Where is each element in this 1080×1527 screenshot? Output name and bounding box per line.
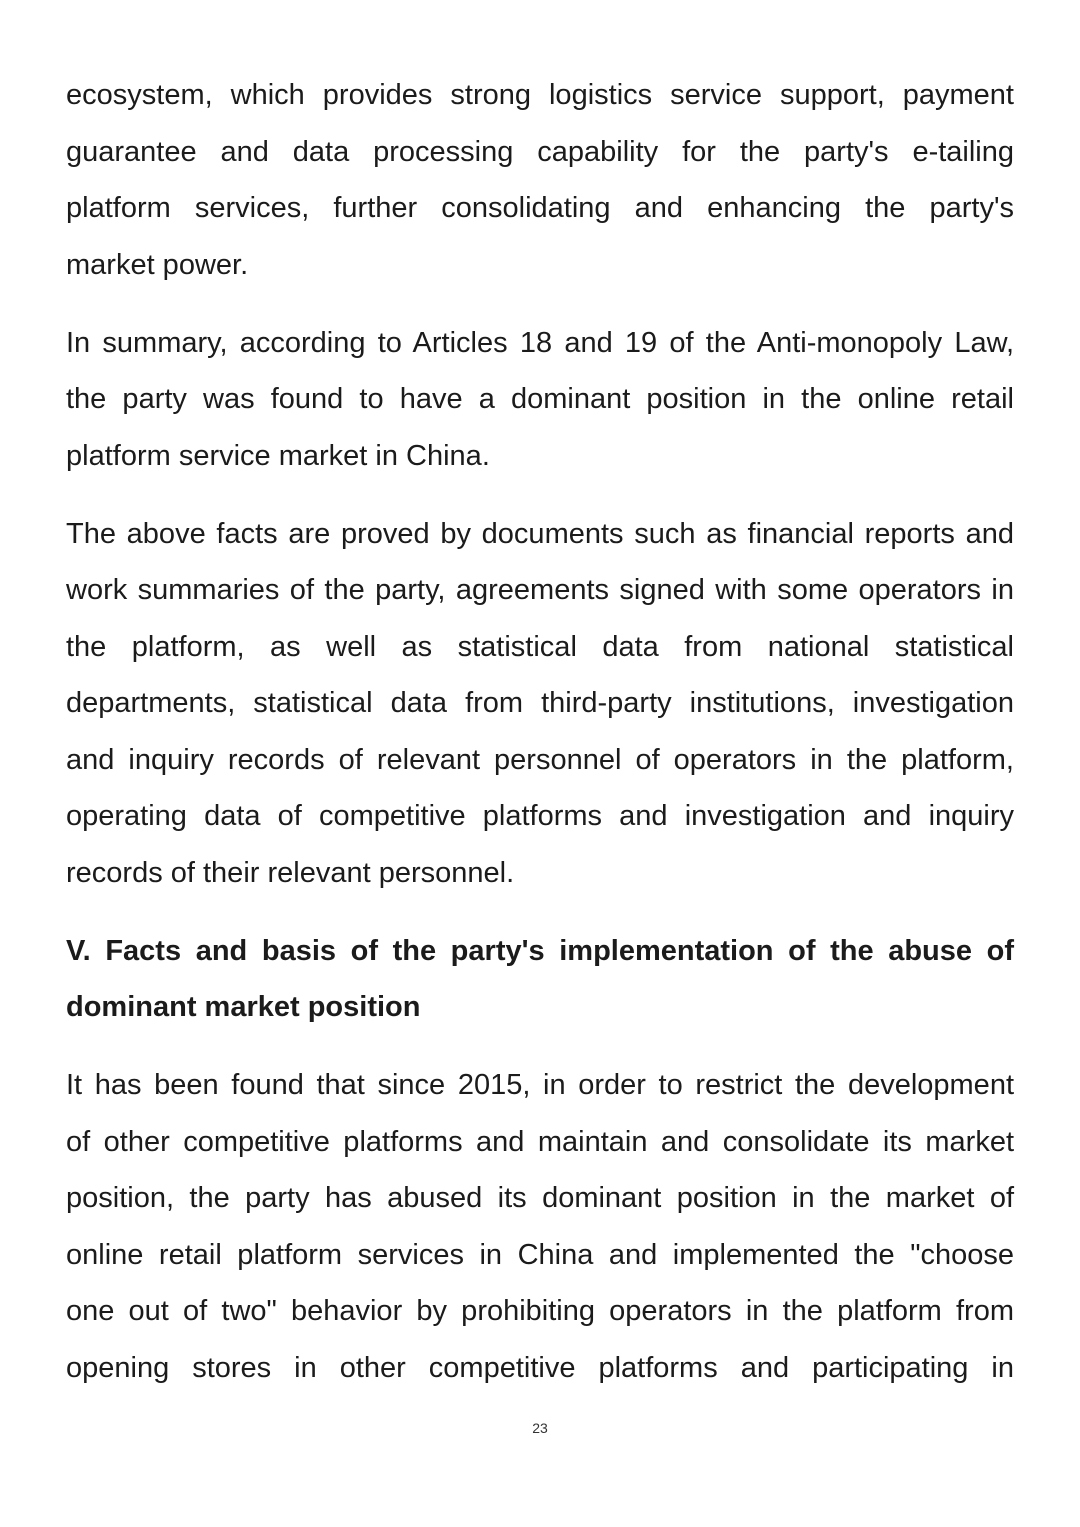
paragraph-1 [66,67,1014,293]
text-line: It has been found that since 2015, in order to restrict the development [66,1069,1014,1101]
text-line: position, the party has abused its dominant position in the market of [66,1182,1014,1214]
paragraph-4 [66,1057,1014,1396]
text-line: departments, statistical data from third-party institutions, investigation [66,687,1014,719]
page-content [66,67,1014,1418]
text-line: In summary, according to Articles 18 and 19 of the Anti-monopoly Law, [66,326,1014,359]
section-heading [66,923,1014,1036]
paragraph-3 [66,506,1014,902]
text-line: ecosystem, which provides strong logistics service support, payment [66,79,1014,111]
text-line: the platform, as well as statistical data from national statistical [66,630,1014,663]
text-line: platform service market in China. [66,439,490,472]
text-line: online retail platform services in China and implemented the "choose [66,1238,1014,1271]
text-line: The above facts are proved by documents such as financial reports and [66,517,1014,550]
heading-line: V. Facts and basis of the party's implementation of the abuse of [66,934,1014,967]
paragraph-2 [66,315,1014,485]
text-line: operating data of competitive platforms and investigation and inquiry [66,800,1014,832]
text-line: one out of two" behavior by prohibiting operators in the platform from [66,1295,1014,1327]
text-line: the party was found to have a dominant position in the online retail [66,383,1014,415]
text-line: guarantee and data processing capability for the party's e-tailing [66,135,1014,168]
text-line: platform services, further consolidating and enhancing the party's [66,192,1014,224]
heading-line: dominant market position [66,991,421,1023]
text-line: work summaries of the party, agreements signed with some operators in [66,574,1014,606]
text-line: of other competitive platforms and maintain and consolidate its market [66,1125,1014,1158]
text-line: market power. [66,248,249,281]
text-line: records of their relevant personnel. [66,856,515,889]
text-line: opening stores in other competitive platforms and participating in [66,1351,1014,1384]
text-line: and inquiry records of relevant personnel of operators in the platform, [66,743,1014,776]
page-number: 23 [532,1420,548,1436]
